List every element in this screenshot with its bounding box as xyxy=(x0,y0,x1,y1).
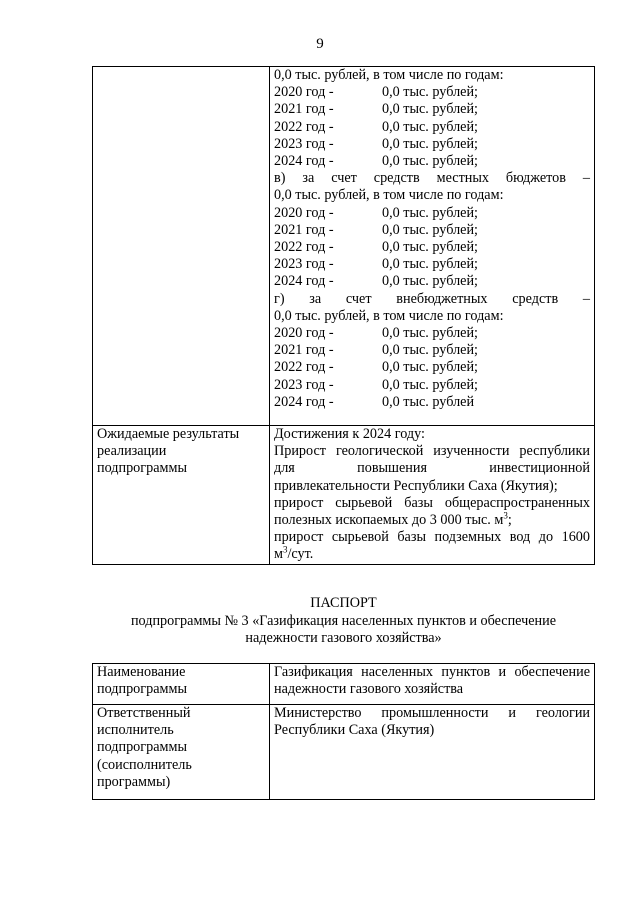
funding-intro: 0,0 тыс. рублей, в том числе по годам: xyxy=(274,67,504,83)
year-amount-line xyxy=(274,256,590,273)
executor-label-line: Ответственный xyxy=(97,705,191,721)
results-line: для повышения инвестиционной xyxy=(274,460,590,477)
results-label-cell xyxy=(93,426,270,565)
year-amount-line xyxy=(274,377,590,394)
results-line: прирост сырьевой базы общераспространенных xyxy=(274,494,590,511)
amount-value: 0,0 тыс. рублей; xyxy=(382,135,478,152)
block-g-intro: 0,0 тыс. рублей, в том числе по годам: xyxy=(274,307,504,324)
executor-label-line: (соисполнитель xyxy=(97,756,192,773)
year-amount-line xyxy=(274,394,590,411)
year-amount-line xyxy=(274,136,590,153)
results-line xyxy=(274,546,590,563)
year-label: 2024 год - xyxy=(274,393,334,410)
executor-label-line: исполнитель xyxy=(97,722,174,739)
funding-cell xyxy=(270,67,595,426)
year-label: 2024 год - xyxy=(274,273,334,290)
block-g-years xyxy=(274,325,590,411)
results-line-7-end: /сут. xyxy=(287,546,314,563)
results-line-7-text: м xyxy=(274,546,283,563)
passport-table xyxy=(92,663,595,800)
results-line-5-text: полезных ископаемых до 3 000 тыс. м xyxy=(274,512,504,529)
year-label: 2023 год - xyxy=(274,256,334,273)
name-label-line: подпрограммы xyxy=(97,681,187,698)
amount-value: 0,0 тыс. рублей; xyxy=(382,84,478,101)
passport-subtitle-line: надежности газового хозяйства» xyxy=(245,630,442,647)
passport-subtitle-line: подпрограммы № 3 «Газификация населенных пунктов и обеспечение xyxy=(130,612,557,629)
amount-value: 0,0 тыс. рублей; xyxy=(382,204,478,221)
block-v-years xyxy=(274,205,590,291)
block-g-title: г) за счет внебюджетных средств – xyxy=(274,290,590,307)
results-line: Прирост геологической изученности республики xyxy=(274,443,590,460)
amount-value: 0,0 тыс. рублей; xyxy=(382,118,478,135)
empty-label-cell xyxy=(93,67,270,426)
results-line xyxy=(274,512,590,529)
block-b-years xyxy=(274,84,590,170)
year-label: 2020 год - xyxy=(274,204,334,221)
executor-label-line: подпрограммы xyxy=(97,739,187,756)
year-amount-line xyxy=(274,205,590,222)
name-value-line: надежности газового хозяйства xyxy=(274,681,464,698)
amount-value: 0,0 тыс. рублей; xyxy=(382,221,478,238)
results-title: Достижения к 2024 году: xyxy=(274,426,425,442)
year-label: 2021 год - xyxy=(274,101,334,118)
name-value-line: Газификация населенных пунктов и обеспечение xyxy=(274,664,590,680)
executor-value-line: Министерство промышленности и геологии xyxy=(274,705,590,721)
results-label-line: подпрограммы xyxy=(97,460,187,477)
executor-value-cell xyxy=(270,705,595,800)
year-label: 2024 год - xyxy=(274,153,334,170)
year-label: 2021 год - xyxy=(274,342,334,359)
funding-table xyxy=(92,66,595,565)
year-label: 2023 год - xyxy=(274,376,334,393)
year-label: 2020 год - xyxy=(274,325,334,342)
superscript: 3 xyxy=(282,544,288,555)
amount-value: 0,0 тыс. рублей; xyxy=(382,273,478,290)
name-label-line: Наименование xyxy=(97,664,186,680)
executor-label-line: программы) xyxy=(97,773,171,790)
results-line: прирост сырьевой базы подземных вод до 1600 xyxy=(274,529,590,546)
year-amount-line xyxy=(274,153,590,170)
superscript: 3 xyxy=(503,510,508,521)
year-amount-line xyxy=(274,222,590,239)
passport-heading xyxy=(92,595,595,648)
block-v-title: в) за счет средств местных бюджетов – xyxy=(274,170,590,187)
year-amount-line xyxy=(274,84,590,101)
amount-value: 0,0 тыс. рублей; xyxy=(382,376,478,393)
name-value-cell xyxy=(270,664,595,705)
amount-value: 0,0 тыс. рублей; xyxy=(382,342,478,359)
year-amount-line xyxy=(274,342,590,359)
amount-value: 0,0 тыс. рублей; xyxy=(382,239,478,256)
year-label: 2022 год - xyxy=(274,359,334,376)
amount-value: 0,0 тыс. рублей; xyxy=(382,359,478,376)
amount-value: 0,0 тыс. рублей xyxy=(382,393,475,410)
year-amount-line xyxy=(274,101,590,118)
year-label: 2023 год - xyxy=(274,135,334,152)
year-label: 2021 год - xyxy=(274,221,334,238)
results-line-5-end: ; xyxy=(507,512,512,529)
page-number: 9 xyxy=(316,36,324,52)
results-label-line: Ожидаемые результаты xyxy=(97,426,240,442)
block-v-intro: 0,0 тыс. рублей, в том числе по годам: xyxy=(274,187,504,204)
passport-title: ПАСПОРТ xyxy=(310,595,377,611)
amount-value: 0,0 тыс. рублей; xyxy=(382,101,478,118)
amount-value: 0,0 тыс. рублей; xyxy=(382,256,478,273)
year-amount-line xyxy=(274,119,590,136)
year-amount-line xyxy=(274,359,590,376)
name-label-cell xyxy=(93,664,270,705)
year-label: 2022 год - xyxy=(274,239,334,256)
year-amount-line xyxy=(274,273,590,290)
executor-value-line: Республики Саха (Якутия) xyxy=(274,722,435,739)
year-amount-line xyxy=(274,325,590,342)
executor-label-cell xyxy=(93,705,270,800)
year-amount-line xyxy=(274,239,590,256)
results-label-line: реализации xyxy=(97,443,167,460)
results-line: привлекательности Республики Саха (Якутия); xyxy=(274,477,558,494)
results-value-cell xyxy=(270,426,595,565)
year-label: 2022 год - xyxy=(274,118,334,135)
amount-value: 0,0 тыс. рублей; xyxy=(382,153,478,170)
amount-value: 0,0 тыс. рублей; xyxy=(382,325,478,342)
year-label: 2020 год - xyxy=(274,84,334,101)
